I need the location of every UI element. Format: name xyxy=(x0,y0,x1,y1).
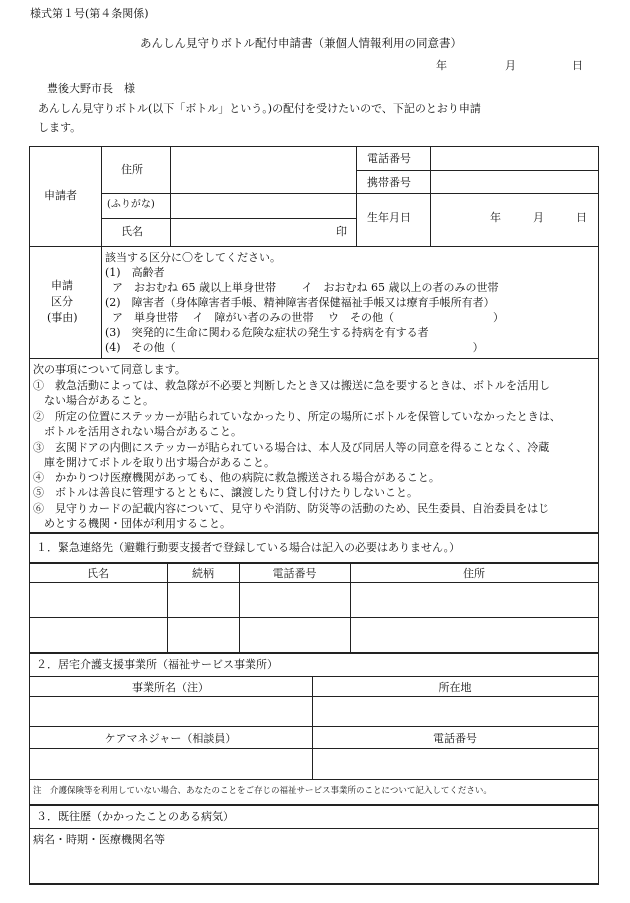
category-label-1: 申請 xyxy=(51,279,73,292)
form-top-border xyxy=(29,146,599,147)
consent-line: ⑤ ボトルは善良に管理するとともに、譲渡したり貸し付けたりしないこと。 xyxy=(33,486,418,499)
office-name-label: 事業所名（注） xyxy=(132,681,209,694)
date-day: 日 xyxy=(572,59,583,72)
consent-line: めとする機関・団体が利用すること。 xyxy=(33,517,231,530)
emergency-header-line xyxy=(29,582,599,583)
intro-line-2: します。 xyxy=(38,121,82,134)
applicant-label-divider xyxy=(170,146,171,246)
col-address: 住所 xyxy=(463,567,485,580)
birth-year: 年 xyxy=(490,211,501,224)
care-header-line xyxy=(29,696,599,697)
care-heading-line xyxy=(29,676,599,677)
applicant-mid-divider xyxy=(356,146,357,246)
intro-line-1: あんしん見守りボトル(以下「ボトル」という。)の配付を受けたいので、下記のとおり申請 xyxy=(38,102,481,115)
category-item-2: (2) 障害者（身体障害者手帳、精神障害者保健福祉手帳又は療育手帳所有者） xyxy=(105,296,495,309)
emergency-heading: １．緊急連絡先（避難行動要支援者で登録している場合は記入の必要はありません。） xyxy=(36,541,461,554)
consent-line: ボトルを活用されない場合があること。 xyxy=(33,425,242,438)
care-header-line-2 xyxy=(29,748,599,749)
consent-line: ない場合があること。 xyxy=(33,394,154,407)
location-label: 所在地 xyxy=(438,681,472,694)
history-heading: ３．既往歴（かかったことのある病気） xyxy=(36,810,234,823)
category-item-3: (3) 突発的に生命に関わる危険な症状の発生する持病を有する者 xyxy=(105,326,429,339)
seal-mark: 印 xyxy=(336,225,347,238)
furigana-label: (ふりがな) xyxy=(107,199,155,210)
birthdate-label: 生年月日 xyxy=(367,211,411,224)
date-month: 月 xyxy=(505,59,516,72)
mobile-label: 携帯番号 xyxy=(367,176,411,189)
page-title: あんしん見守りボトル配付申請書（兼個人情報利用の同意書） xyxy=(140,36,462,50)
emergency-row-line xyxy=(29,617,599,618)
consent-line: ① 救急活動によっては、救急隊が不必要と判断したとき又は搬送に急を要するときは、ボトルを活用し xyxy=(33,379,550,392)
form-number: 様式第１号(第４条関係) xyxy=(30,7,149,20)
phone-label: 電話番号 xyxy=(367,152,411,165)
category-instruction: 該当する区分に〇をしてください。 xyxy=(105,251,281,264)
furigana-row-line xyxy=(101,218,357,219)
section3-top-line xyxy=(29,804,599,806)
history-heading-line xyxy=(29,828,599,829)
category-label-2: 区分 xyxy=(51,295,73,308)
category-divider xyxy=(101,246,102,358)
category-item-4: (4) その他（ ） xyxy=(105,341,484,354)
care-row-line-2 xyxy=(29,779,599,780)
col-name: 氏名 xyxy=(87,567,109,580)
history-label: 病名・時期・医療機関名等 xyxy=(33,833,165,846)
category-item-1: (1) 高齢者 xyxy=(105,266,165,279)
birth-day: 日 xyxy=(576,211,587,224)
form-left-border xyxy=(29,146,30,884)
section1-heading-line xyxy=(29,562,599,564)
col-relation: 続柄 xyxy=(192,567,214,580)
care-phone-label: 電話番号 xyxy=(433,732,477,745)
form-right-border xyxy=(598,146,599,884)
care-manager-label: ケアマネジャー（相談員） xyxy=(104,732,237,745)
col-phone: 電話番号 xyxy=(272,567,317,580)
applicant-label: 申請者 xyxy=(44,189,77,202)
category-item-2-sub: ア 単身世帯 イ 障がい者のみの世帯 ウ その他（ ） xyxy=(112,311,504,324)
consent-line: ② 所定の位置にステッカーが貼られていなかったり、所定の場所にボトルを保管していなかったときは、 xyxy=(33,410,561,423)
applicant-bottom-line xyxy=(29,246,599,247)
addressee: 豊後大野市長 様 xyxy=(47,82,135,95)
category-bottom-line xyxy=(29,358,599,359)
form-bottom-border xyxy=(29,883,599,885)
consent-line: ③ 玄関ドアの内側にステッカーが貼られている場合は、本人及び同居人等の同意を得ることなく、冷蔵 xyxy=(33,441,550,454)
category-item-1-sub: ア おおむね 65 歳以上単身世帯 イ おおむね 65 歳以上の者のみの世帯 xyxy=(112,281,499,294)
section2-top-line xyxy=(29,652,599,654)
care-note: 注 介護保険等を利用していない場合、あなたのことをご存じの福祉サービス事業所のことについて記入してください。 xyxy=(33,786,492,796)
applicant-divider xyxy=(101,146,102,246)
address-row-line xyxy=(101,193,599,194)
applicant-right-divider xyxy=(430,146,431,246)
consent-line: ④ かかりつけ医療機関があっても、他の病院に救急搬送される場合があること。 xyxy=(33,471,440,484)
phone-row-line xyxy=(356,170,599,171)
date-year: 年 xyxy=(436,59,447,72)
consent-line: 庫を開けてボトルを取り出す場合があること。 xyxy=(33,456,275,469)
address-label: 住所 xyxy=(121,163,143,176)
consent-line: ⑥ 見守りカードの記載内容について、見守りや消防、防災等の活動のため、民生委員、自治委員をはじ xyxy=(33,502,550,515)
section1-top-line xyxy=(29,532,599,534)
name-label: 氏名 xyxy=(121,225,143,238)
category-label-3: (事由) xyxy=(47,311,78,324)
birth-month: 月 xyxy=(533,211,544,224)
care-row-line xyxy=(29,726,599,727)
care-heading: ２．居宅介護支援事業所（福祉サービス事業所） xyxy=(36,658,278,671)
consent-heading: 次の事項について同意します。 xyxy=(33,363,186,376)
